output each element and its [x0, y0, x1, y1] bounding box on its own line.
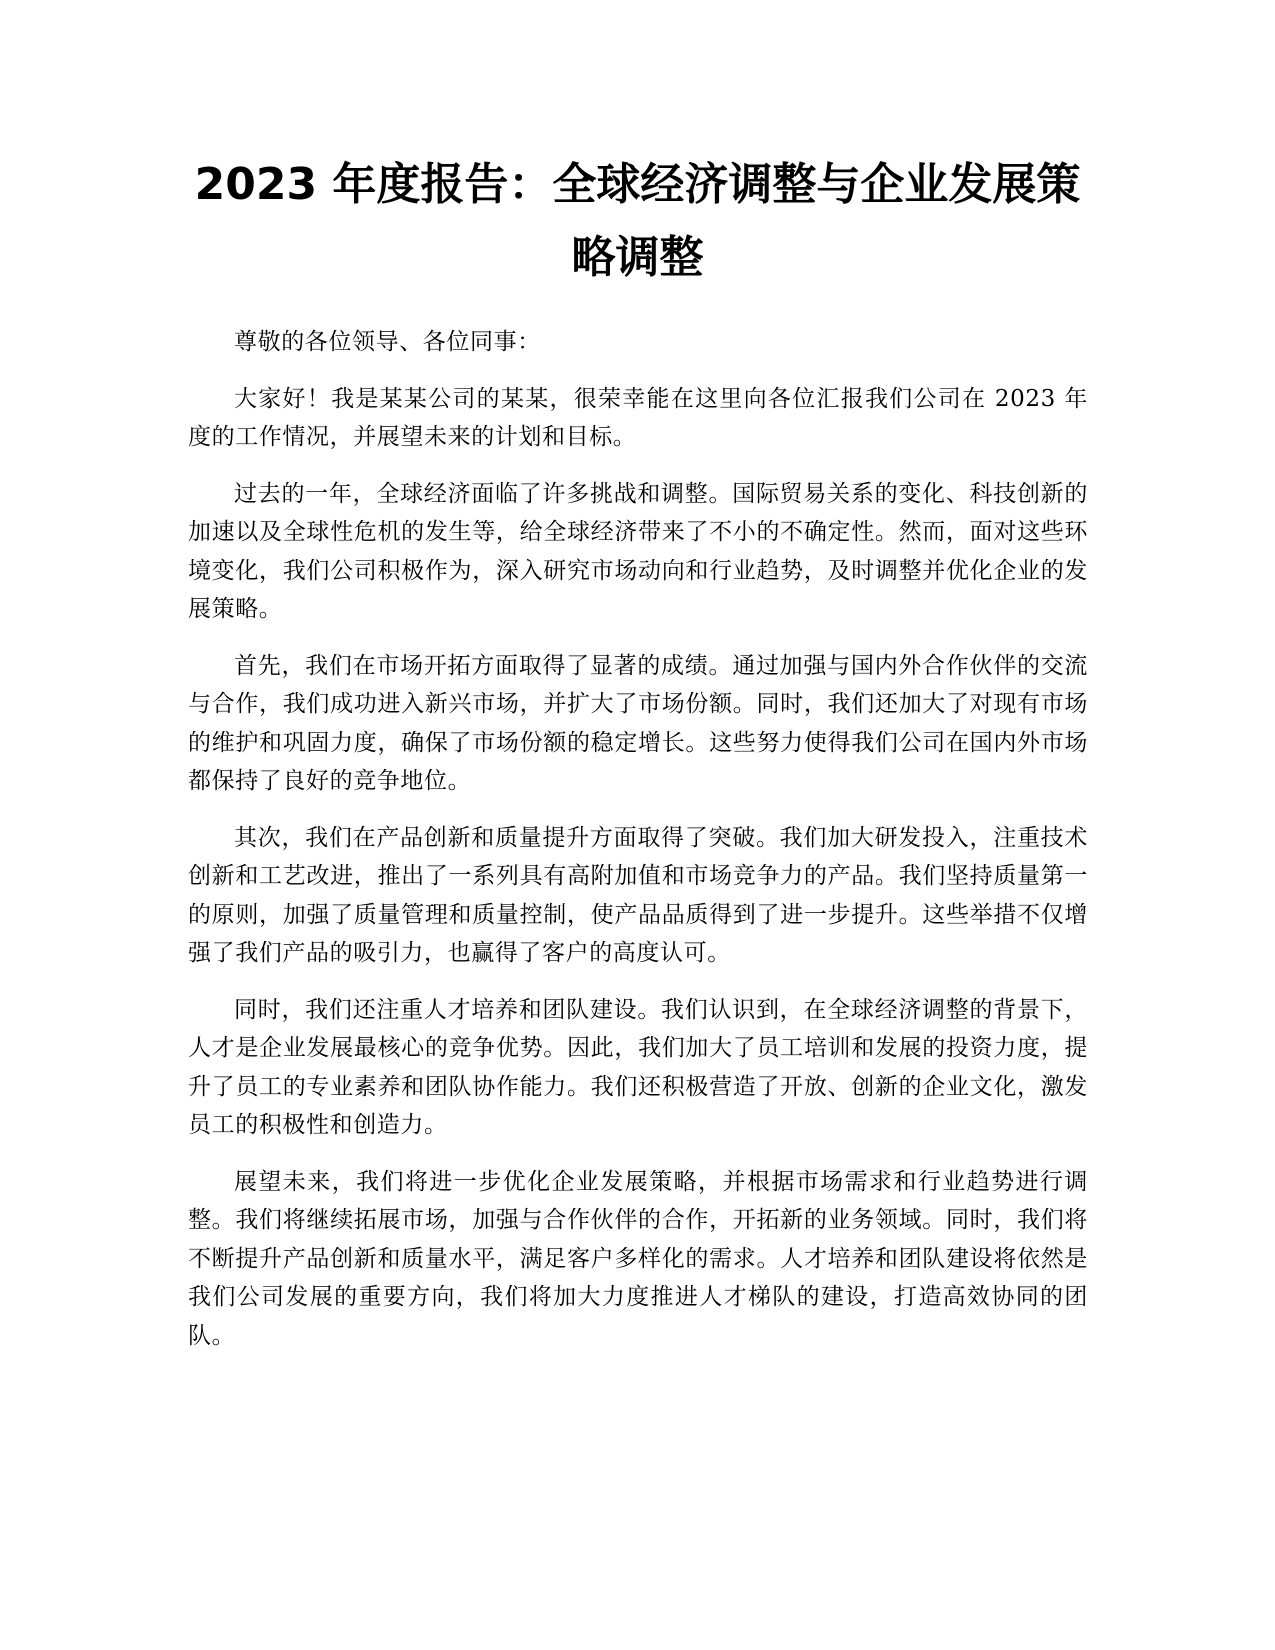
paragraph-talent-development: 同时，我们还注重人才培养和团队建设。我们认识到，在全球经济调整的背景下，人才是企业发展最核心的竞争优势。因此，我们加大了员工培训和发展的投资力度，提升了员工的专业素养和团队协作能力。我们还积极营造了开放、创新的企业文化，激发员工的积极性和创造力。 [188, 996, 1088, 1138]
paragraph-market-expansion: 首先，我们在市场开拓方面取得了显著的成绩。通过加强与国内外合作伙伴的交流与合作，我们成功进入新兴市场，并扩大了市场份额。同时，我们还加大了对现有市场的维护和巩固力度，确保了市场份额的稳定增长。这些努力使得我们公司在国内外市场都保持了良好的竞争地位。 [188, 652, 1088, 794]
paragraph-greeting: 大家好！我是某某公司的某某，很荣幸能在这里向各位汇报我们公司在 2023 年度的工作情况，并展望未来的计划和目标。 [188, 385, 1088, 450]
document-title: 2023 年度报告：全球经济调整与企业发展策略调整 [194, 159, 1081, 283]
paragraph-past-year: 过去的一年，全球经济面临了许多挑战和调整。国际贸易关系的变化、科技创新的加速以及全球性危机的发生等，给全球经济带来了不小的不确定性。然而，面对这些环境变化，我们公司积极作为，深入研究市场动向和行业趋势，及时调整并优化企业的发展策略。 [188, 480, 1088, 622]
paragraph-product-innovation: 其次，我们在产品创新和质量提升方面取得了突破。我们加大研发投入，注重技术创新和工艺改进，推出了一系列具有高附加值和市场竞争力的产品。我们坚持质量第一的原则，加强了质量管理和质量控制，使产品品质得到了进一步提升。这些举措不仅增强了我们产品的吸引力，也赢得了客户的高度认可。 [188, 824, 1088, 966]
paragraph-salutation: 尊敬的各位领导、各位同事： [234, 329, 541, 355]
document-body [188, 323, 1088, 1373]
paragraph-outlook: 展望未来，我们将进一步优化企业发展策略，并根据市场需求和行业趋势进行调整。我们将继续拓展市场，加强与合作伙伴的合作，开拓新的业务领域。同时，我们将不断提升产品创新和质量水平，满足客户多样化的需求。人才培养和团队建设将依然是我们公司发展的重要方向，我们将加大力度推进人才梯队的建设，打造高效协同的团队。 [188, 1168, 1088, 1349]
